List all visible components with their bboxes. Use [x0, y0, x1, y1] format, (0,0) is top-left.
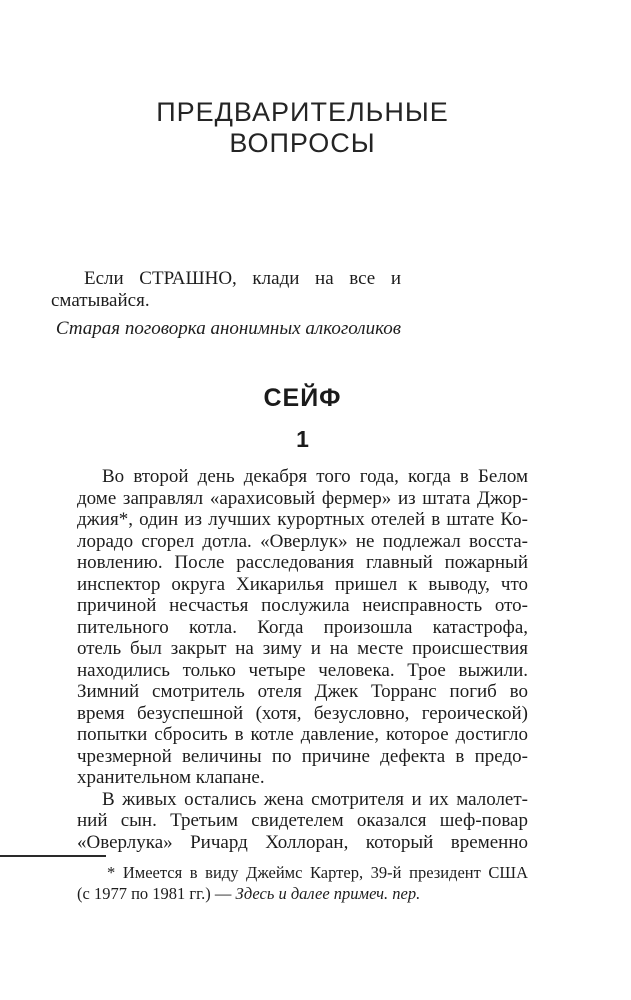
- footnote-text-regular: (с 1977 по 1981 гг.) —: [77, 884, 236, 903]
- paragraph: [77, 789, 528, 854]
- part-title: [77, 97, 528, 159]
- body-line: чрезмерной величины по причине дефекта в предо-: [77, 745, 528, 767]
- footnote-divider: [0, 855, 106, 857]
- body-line: доме заправлял «арахисовый фермер» из штата Джор-: [77, 487, 528, 509]
- body-line: находились только четыре человека. Трое выжили.: [77, 659, 528, 681]
- footnote-text-italic: Здесь и далее примеч. пер.: [235, 884, 421, 903]
- epigraph-line: Если СТРАШНО, клади на все и: [84, 268, 401, 289]
- part-title-line-1: ПРЕДВАРИТЕЛЬНЫЕ: [156, 97, 449, 127]
- body-line: новлению. После расследования главный пожарный: [77, 552, 528, 573]
- body-line: Зимний смотритель отеля Джек Торранс погиб во: [77, 681, 528, 702]
- body-line: «Оверлука» Ричард Холлоран, который временно: [77, 831, 528, 853]
- body-line: В живых остались жена смотрителя и их малолет-: [102, 788, 528, 810]
- epigraph-line: сматывайся.: [51, 289, 150, 311]
- body-line: джия*, один из лучших курортных отелей в штате Ко-: [77, 509, 528, 530]
- footnote-line: * Имеется в виду Джеймс Картер, 39-й президент США: [107, 863, 528, 882]
- body-line: инспектор округа Хикарилья пришел к выводу, что: [77, 573, 528, 595]
- body-line: пительного котла. Когда произошла катастрофа,: [77, 616, 528, 638]
- section-number: 1: [296, 426, 309, 452]
- paragraph: [77, 466, 528, 789]
- body-line: лорадо сгорел дотла. «Оверлук» не подлежал восста-: [77, 530, 528, 552]
- chapter-heading: СЕЙФ: [263, 384, 342, 412]
- epigraph: [51, 268, 401, 340]
- body-line: время безуспешной (хотя, безусловно, героической): [77, 702, 528, 724]
- body-line: попытки сбросить в котле давление, которое достигло: [77, 724, 528, 745]
- footnote: [77, 862, 528, 904]
- body-line: отель был закрыт на зиму и на месте происшествия: [77, 638, 528, 659]
- footnote-line: [77, 883, 528, 904]
- part-title-line-2: ВОПРОСЫ: [229, 128, 376, 158]
- body-line: хранительном клапане.: [77, 767, 265, 788]
- body-line: Во второй день декабря того года, когда в Белом: [102, 466, 528, 487]
- body-text: [77, 466, 528, 853]
- epigraph-attribution: Старая поговорка анонимных алкоголиков: [55, 318, 401, 339]
- body-line: ний сын. Третьим свидетелем оказался шеф-повар: [77, 810, 528, 831]
- body-line: причиной несчастья послужила неисправность ото-: [77, 595, 528, 616]
